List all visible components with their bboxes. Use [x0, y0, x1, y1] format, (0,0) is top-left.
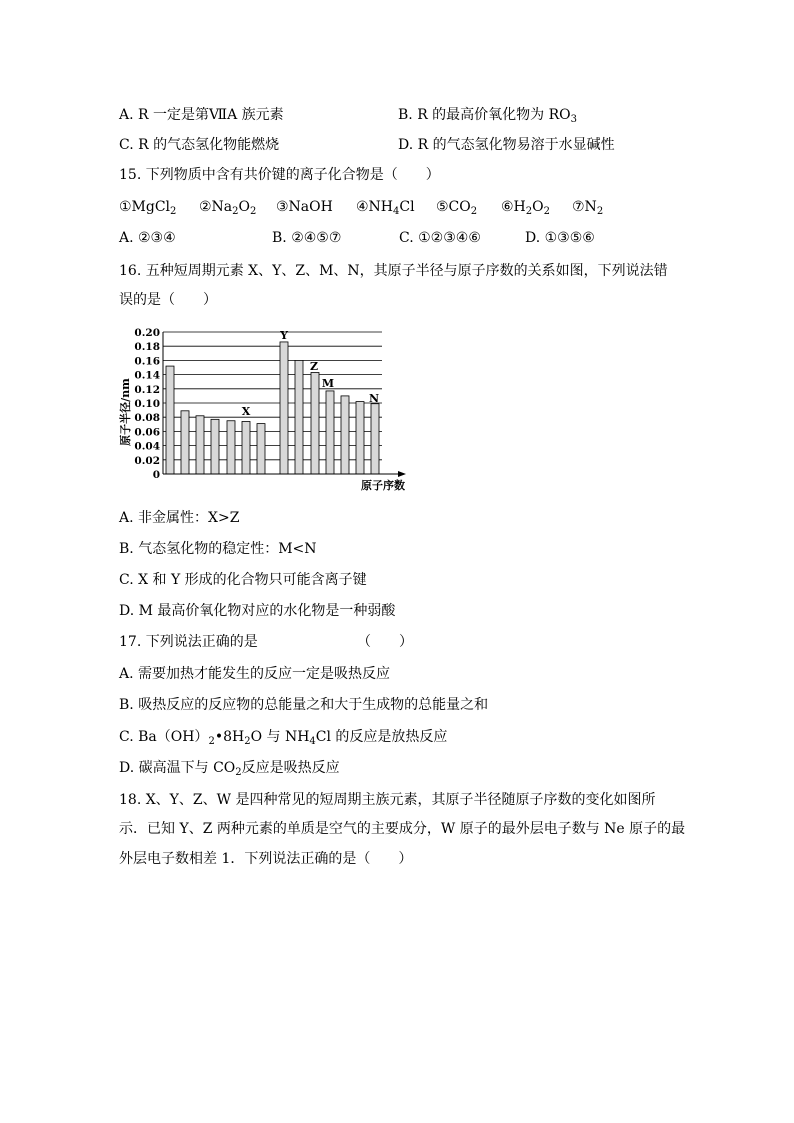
- q15-substance-3: ③NaOH: [276, 199, 333, 215]
- chart-y-axis-label: 原子半径/nm: [119, 378, 132, 446]
- q15-stem: 15. 下列物质中含有共价键的离子化合物是（ ）: [119, 167, 440, 183]
- chart-bar: [242, 421, 250, 474]
- chart-bar: [280, 342, 288, 474]
- chart-y-tick-label: 0.04: [134, 440, 160, 453]
- q16-option-a: A. 非金属性：X>Z: [119, 510, 240, 526]
- q15-substance-7: $⑦N_2$: [572, 199, 604, 217]
- q14-option-c: C. R 的气态氢化物能燃烧: [119, 137, 280, 153]
- q17-stem: 17. 下列说法正确的是: [119, 634, 258, 650]
- chart-y-tick-label: 0.08: [134, 412, 160, 425]
- q17-option-a: A. 需要加热才能发生的反应一定是吸热反应: [119, 666, 391, 682]
- q18-stem-line2: 示．已知 Y、Z 两种元素的单质是空气的主要成分，W 原子的最外层电子数与 Ne 原子的最: [119, 821, 686, 837]
- chart-bar: [196, 416, 204, 474]
- chart-x-axis-label: 原子序数: [361, 479, 405, 492]
- q14-option-a: A. R 一定是第ⅦA 族元素: [119, 107, 284, 123]
- chart-y-tick-label: 0.14: [134, 369, 160, 382]
- q14-option-d: D. R 的气态氢化物易溶于水显碱性: [398, 137, 615, 153]
- chart-y-tick-label: 0.20: [134, 327, 160, 339]
- chart-bar: [211, 419, 219, 474]
- q18-stem-line3: 外层电子数相差 1．下列说法正确的是（ ）: [119, 851, 413, 867]
- chart-bar: [181, 411, 189, 474]
- q15-option-b: B. ②④⑤⑦: [272, 230, 342, 246]
- chart-bar: [257, 424, 265, 474]
- chart-bar: [356, 402, 364, 474]
- q16-stem-line1: 16. 五种短周期元素 X、Y、Z、M、N，其原子半径与原子序数的关系如图，下列说法错: [119, 263, 668, 279]
- q15-substance-4: $④NH_4Cl$: [356, 199, 415, 217]
- q18-stem-line1: 18. X、Y、Z、W 是四种常见的短周期主族元素，其原子半径随原子序数的变化如图所: [119, 792, 656, 808]
- chart-bars: [166, 342, 379, 474]
- chart-y-tick-label: 0.18: [134, 341, 160, 354]
- chart-y-tick-label: 0.16: [134, 355, 160, 368]
- chart-label-y: Y: [280, 329, 288, 342]
- q16-option-c: C. X 和 Y 形成的化合物只可能含离子键: [119, 572, 367, 588]
- chart-y-tick-label: 0.10: [134, 398, 160, 410]
- chart-bar: [341, 396, 349, 474]
- chart-label-x: X: [241, 405, 251, 418]
- chart-bar: [311, 372, 319, 474]
- q17-option-c: C. $Ba(OH)_2•8H_2O$ 与 $NH_4Cl$ 的反应是放热反应: [119, 729, 448, 747]
- chart-y-tick-label: 0.02: [134, 454, 160, 467]
- q17-option-b: B. 吸热反应的反应物的总能量之和大于生成物的总能量之和: [119, 697, 489, 713]
- q15-substance-5: $⑤CO_2$: [436, 199, 478, 217]
- chart-label-n: N: [368, 392, 380, 405]
- q16-stem-line2: 误的是（ ）: [119, 292, 217, 308]
- chart-y-ticks: [134, 327, 160, 481]
- chart-bar: [166, 366, 174, 474]
- chart-y-tick-label: 0.12: [134, 383, 160, 396]
- chart-label-z: Z: [309, 360, 319, 373]
- atomic-radius-chart: [115, 322, 415, 497]
- q15-substance-1: ①MgCl$_2$: [119, 199, 177, 217]
- chart-label-m: M: [321, 377, 335, 390]
- q17-option-d: D. 碳高温下与 $CO_2$反应是吸热反应: [119, 760, 340, 778]
- chart-y-tick-label: 0: [152, 469, 160, 481]
- chart-bar: [326, 391, 334, 474]
- chart-bar: [295, 360, 303, 474]
- q15-option-d: D. ①③⑤⑥: [525, 230, 595, 246]
- chart-x-axis-arrow: [398, 471, 406, 477]
- q15-option-c: C. ①②③④⑥: [399, 230, 481, 246]
- q16-option-d: D. M 最高价氧化物对应的水化物是一种弱酸: [119, 603, 396, 619]
- q15-option-a: A. ②③④: [119, 230, 176, 246]
- q15-substance-6: $⑥H_2O_2$: [501, 199, 550, 217]
- q16-option-b: B. 气态氢化物的稳定性：M<N: [119, 541, 317, 557]
- chart-y-tick-label: 0.06: [134, 426, 160, 439]
- q15-substance-2: $②Na_2O_2$: [199, 199, 257, 217]
- chart-bar: [227, 421, 235, 474]
- q14-option-b: B. R 的最高价氧化物为 $RO_3$: [398, 107, 578, 125]
- q17-answer-paren: （ ）: [357, 634, 413, 650]
- chart-bar: [371, 404, 379, 474]
